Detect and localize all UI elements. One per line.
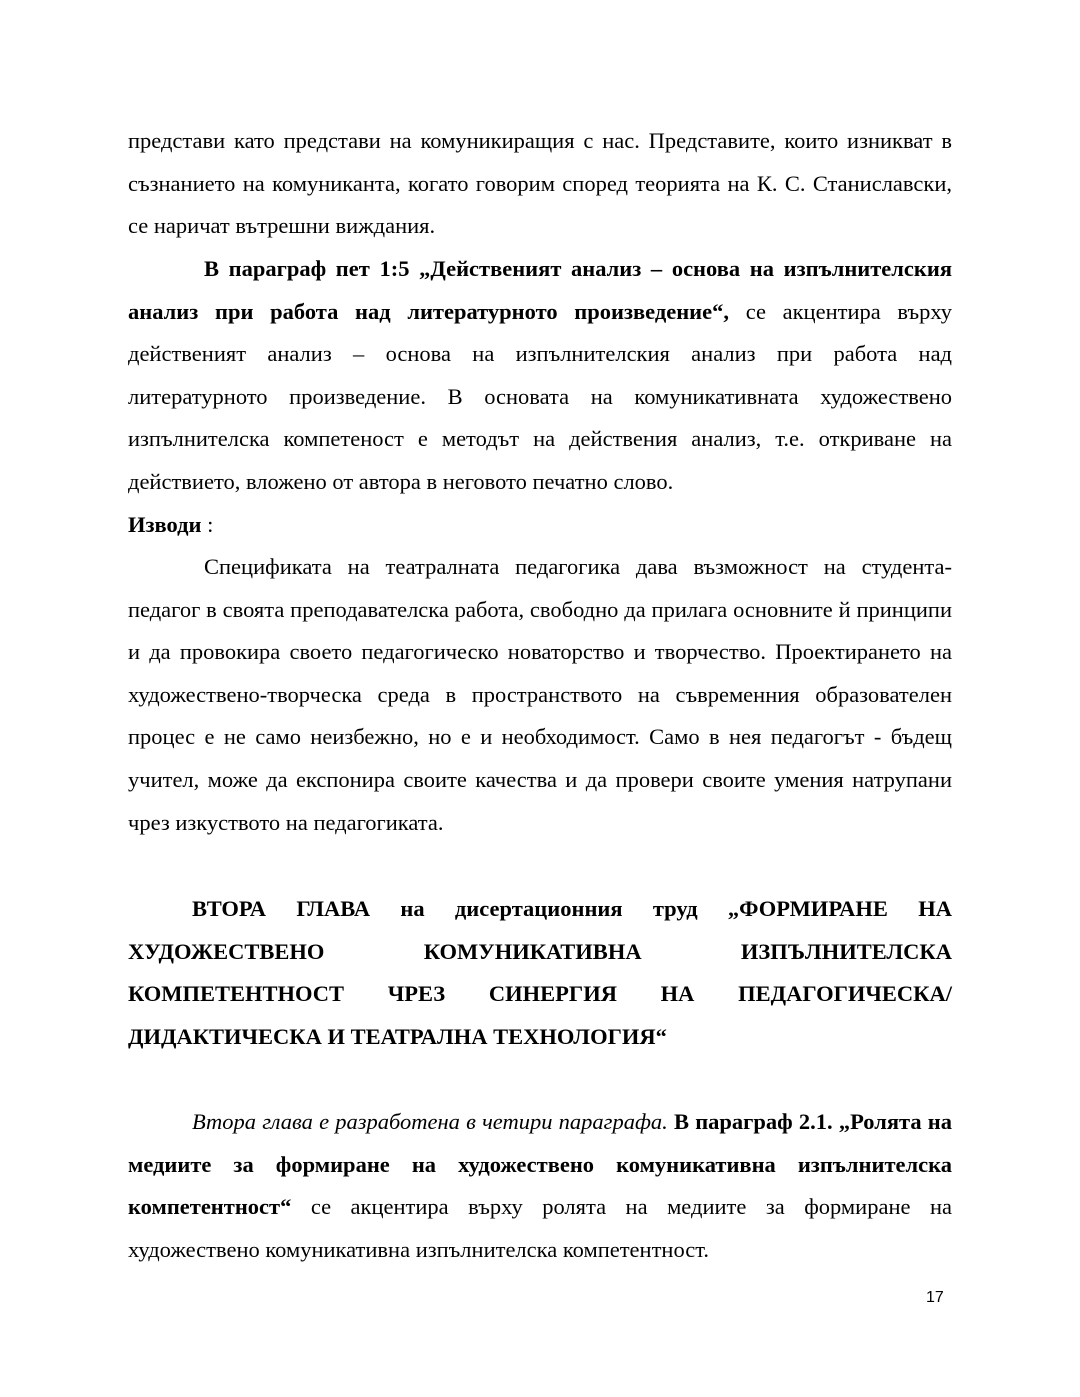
page-number: 17 xyxy=(926,1289,944,1306)
section-2-1-title: В параграф 2.1. „Ролята на медиите за формиране на художествено комуникативна изпълнителска компетентност“ xyxy=(128,1109,952,1220)
conclusions-colon: : xyxy=(201,512,214,537)
conclusions-heading xyxy=(128,504,952,547)
conclusions-label: Изводи xyxy=(128,512,202,537)
paragraph-inner-visions: представи като представи на комуникиращия с нас. Представите, които изникват в съзнанието на комуниканта, когато говорим според теорията на К. С. Станиславски, се наричат вътрешни виждания. xyxy=(128,128,952,239)
chapter-two-intro: Втора глава е разработена в четири параграфа. xyxy=(192,1109,668,1134)
paragraph-section-1-5 xyxy=(128,248,952,504)
paragraph-conclusions: Спецификата на театралната педагогика дава възможност на студента-педагог в своята преподавателска работа, свободно да прилага основните й принципи и да провокира своето педагогическо новаторство и творчество. Проектирането на художествено-творческа среда в пространството на съвременния образователен процес е не само неизбежно, но е и необходимост. Само в нея педагогът - бъдещ учител, може да експонира своите качества и да провери своите умения натрупани чрез изкуството на педагогиката. xyxy=(128,554,952,835)
section-2-1-body: се акцентира върху ролята на медиите за формиране на художествено комуникативна изпълнителска компетентност. xyxy=(128,1194,952,1262)
section-1-5-title: В параграф пет 1:5 „Действеният анализ – основа на изпълнителския анализ при работа над литературното произведение“, xyxy=(128,256,952,324)
chapter-two-heading: ВТОРА ГЛАВА на дисертационния труд „ФОРМИРАНЕ НА ХУДОЖЕСТВЕНО КОМУНИКАТИВНА ИЗПЪЛНИТЕЛСКА КОМПЕТЕНТНОСТ ЧРЕЗ СИНЕРГИЯ НА ПЕДАГОГИЧЕСКА/ДИДАКТИЧЕСКА И ТЕАТРАЛНА ТЕХНОЛОГИЯ“ xyxy=(128,896,952,1049)
section-1-5-body: се акцентира върху действеният анализ – основа на изпълнителския анализ при работа над литературното произведение. В основата на комуникативната художествено изпълнителска компетеност е методът на действения анализ, т.е. откриване на действието, вложено от автора в неговото печатно слово. xyxy=(128,298,952,494)
paragraph-section-2-1 xyxy=(128,1101,952,1271)
